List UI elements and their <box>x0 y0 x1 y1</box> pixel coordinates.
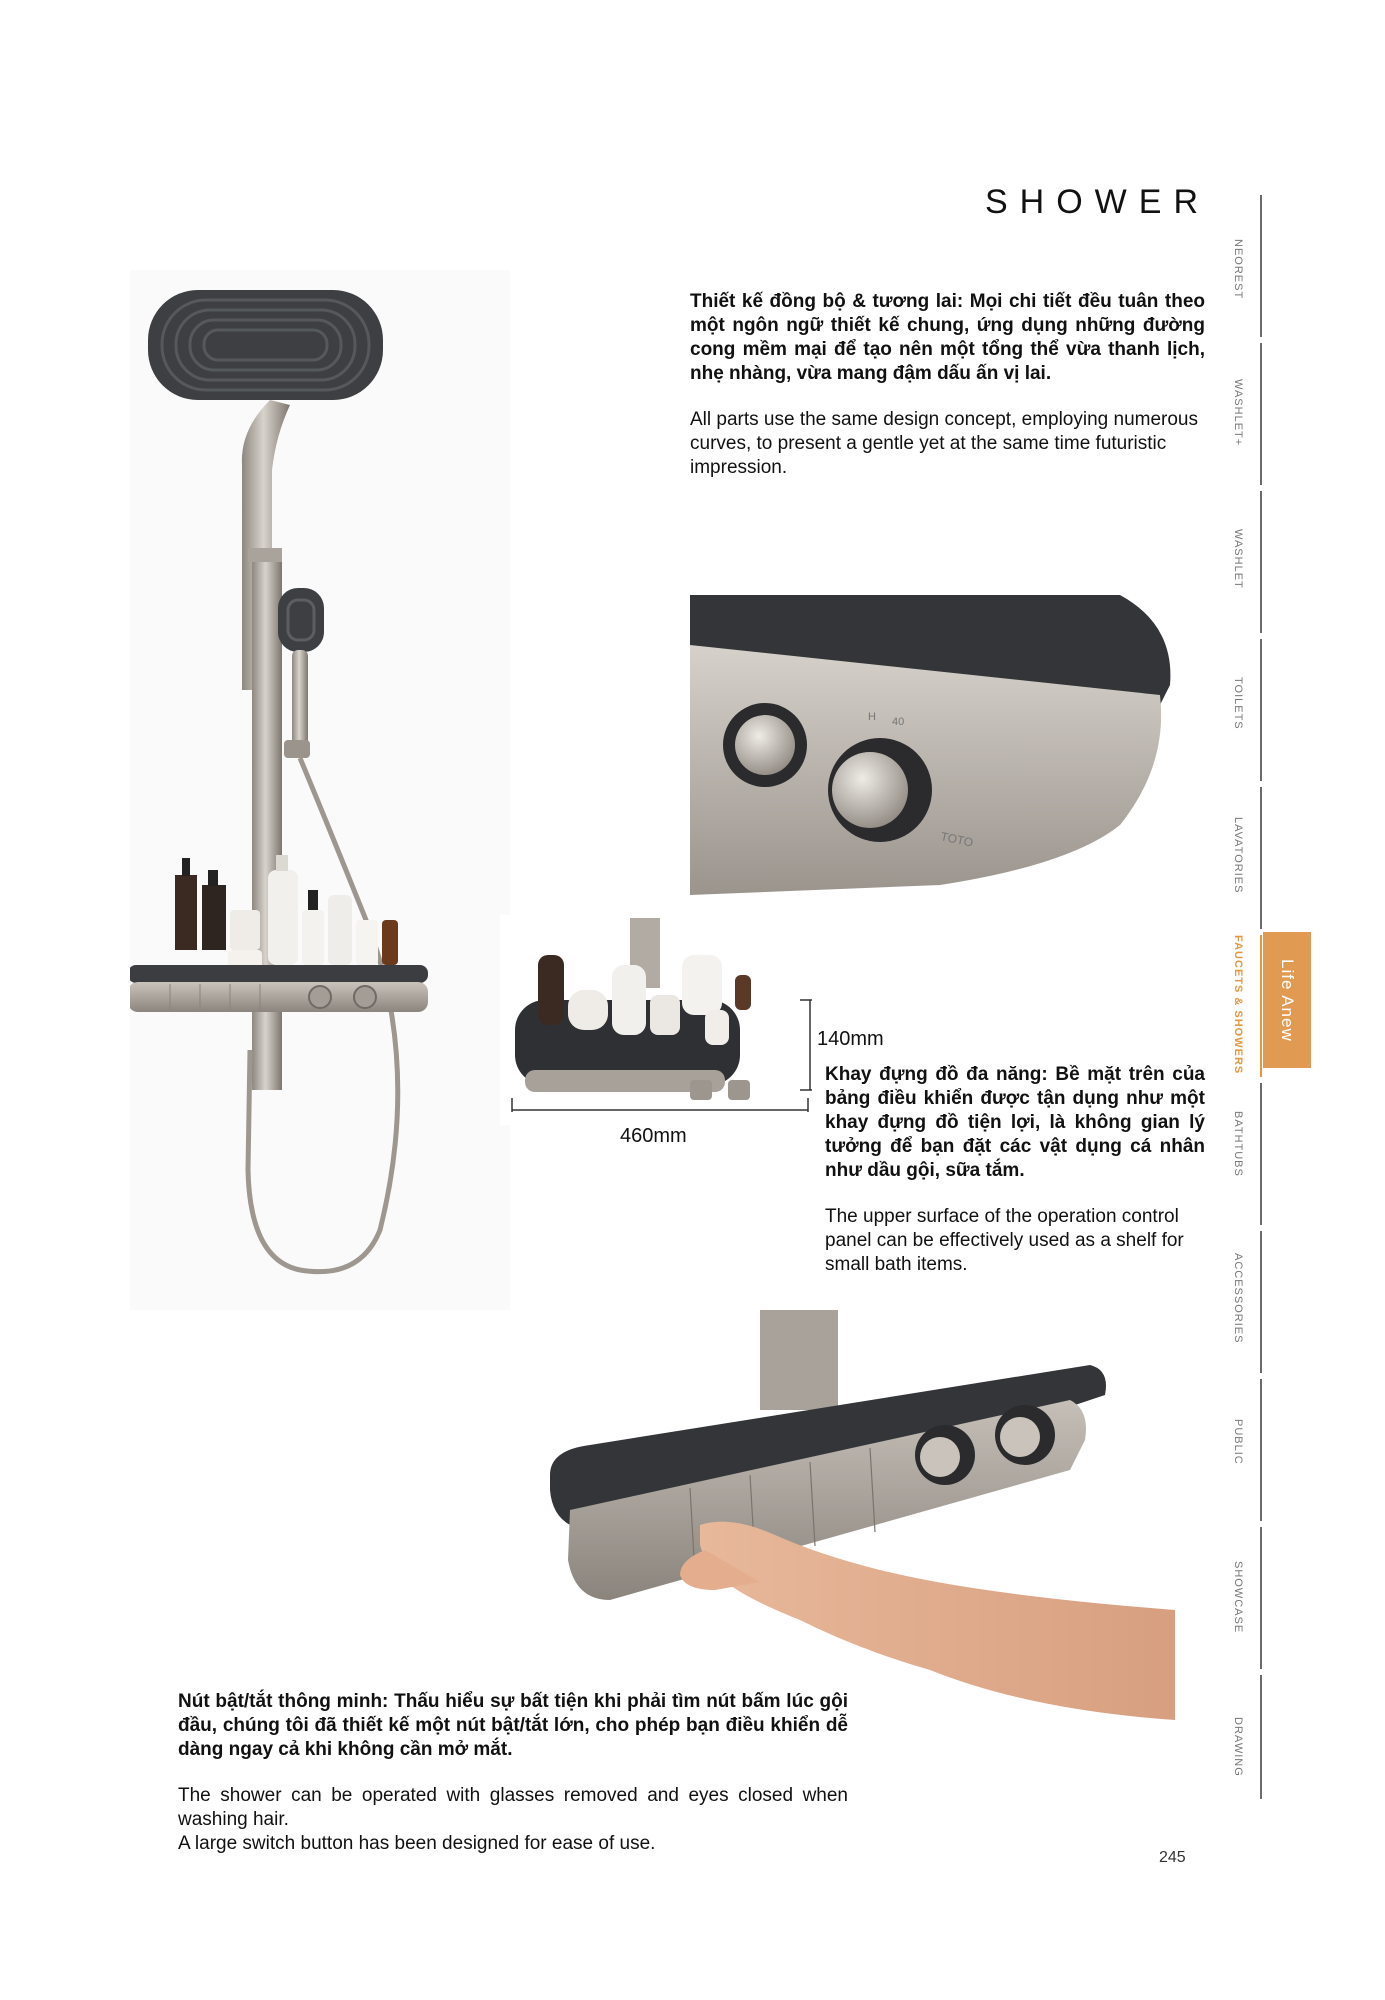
sidenav-item-neorest[interactable] <box>1218 195 1308 343</box>
life-anew-tab[interactable]: Life Anew <box>1263 932 1311 1068</box>
sidenav-item-washlet-plus[interactable] <box>1218 343 1308 491</box>
sidenav-label: WASHLET <box>1232 529 1244 589</box>
shelf-description <box>825 1063 1205 1277</box>
brand-mark: TOTO <box>939 829 975 850</box>
sidenav-item-public[interactable] <box>1218 1379 1308 1527</box>
sidenav-item-drawing[interactable] <box>1218 1675 1308 1805</box>
sidenav-label: NEOREST <box>1232 239 1244 300</box>
sidenav-item-washlet[interactable] <box>1218 491 1308 639</box>
page-title: SHOWER <box>985 183 1210 221</box>
shower-system-image <box>130 270 510 1310</box>
height-dimension-label: 140mm <box>817 1028 884 1050</box>
sidenav-label: LAVATORIES <box>1232 817 1244 894</box>
sidenav-label: WASHLET+ <box>1232 379 1244 447</box>
width-dimension-line <box>510 1095 810 1115</box>
sidenav-label: TOILETS <box>1232 677 1244 730</box>
width-dimension-label: 460mm <box>620 1125 687 1147</box>
sidenav-item-accessories[interactable] <box>1218 1231 1308 1379</box>
button-description <box>178 1690 848 1856</box>
sidenav-item-toilets[interactable] <box>1218 639 1308 787</box>
control-knobs-closeup-image <box>690 595 1175 895</box>
sidenav-label: FAUCETS & SHOWERS <box>1232 935 1244 1075</box>
dial-40-mark: 40 <box>892 716 905 728</box>
design-text-en: All parts use the same design concept, employing numerous curves, to present a gentle yet at the same time futuristic impression. <box>690 409 1198 478</box>
sidenav-label: BATHTUBS <box>1232 1111 1244 1177</box>
page-number: 245 <box>1159 1849 1186 1866</box>
button-text-en-1: The shower can be operated with glasses removed and eyes closed when washing hair. <box>178 1785 848 1830</box>
sidenav-item-showcase[interactable] <box>1218 1527 1308 1675</box>
sidenav-label: ACCESSORIES <box>1232 1253 1244 1344</box>
design-text-vn: Thiết kế đồng bộ & tương lai: Mọi chi tiết đều tuân theo một ngôn ngữ thiết kế chung, ứng dụng những đường cong mềm mại để tạo nên một tổng thể vừa thanh lịch, nhẹ nhàng, vừa mang đậm dấu ấn vị lai. <box>690 291 1205 384</box>
shelf-text-en: The upper surface of the operation control panel can be effectively used as a shelf for small bath items. <box>825 1206 1184 1275</box>
dial-h-mark: H <box>868 711 876 723</box>
button-text-vn: Nút bật/tắt thông minh: Thấu hiểu sự bất tiện khi phải tìm nút bấm lúc gội đầu, chúng tôi đã thiết kế một nút bật/tắt lớn, cho phép bạn điều khiển dễ dàng ngay cả khi không cần mở mắt. <box>178 1691 848 1760</box>
sidenav-label: DRAWING <box>1232 1717 1244 1777</box>
shelf-items-image <box>500 915 830 1125</box>
sidenav-label: PUBLIC <box>1232 1419 1244 1465</box>
design-description <box>690 290 1205 480</box>
button-text-en-2: A large switch button has been designed for ease of use. <box>178 1833 656 1854</box>
sidenav-item-bathtubs[interactable] <box>1218 1083 1308 1231</box>
sidenav-item-lavatories[interactable] <box>1218 787 1308 935</box>
sidenav-label: SHOWCASE <box>1232 1561 1244 1634</box>
shelf-text-vn: Khay đựng đồ đa năng: Bề mặt trên của bảng điều khiển được tận dụng như một khay đựng đồ tiện lợi, là không gian lý tưởng để bạn đặt các vật dụng cá nhân như dầu gội, sữa tắm. <box>825 1064 1205 1181</box>
